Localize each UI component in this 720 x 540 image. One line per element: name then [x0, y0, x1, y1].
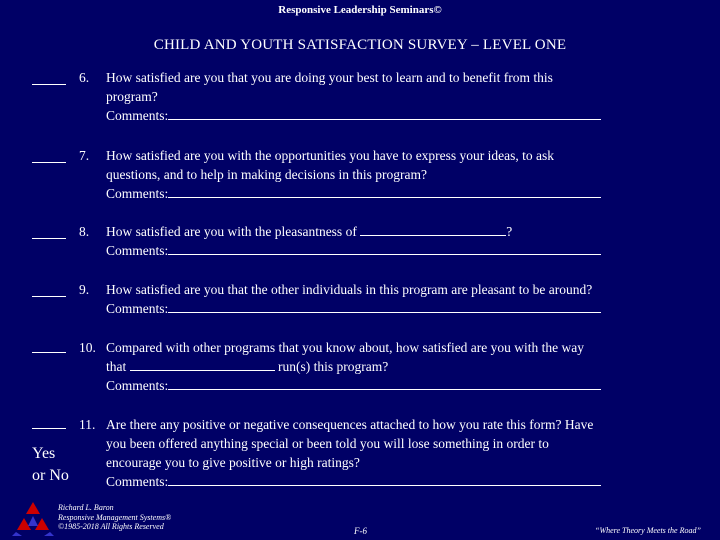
company-logo-icon [10, 500, 56, 538]
question-line: you been offered anything special or been told you will lose something in order to [106, 436, 549, 451]
question-text [106, 146, 696, 203]
question-text [106, 222, 696, 260]
comments-label: Comments: [106, 108, 169, 123]
question-text [106, 415, 696, 491]
question-number: 7. [79, 148, 90, 163]
comments-label: Comments: [106, 474, 169, 489]
comments-label: Comments: [106, 378, 169, 393]
answer-blank-11[interactable] [32, 428, 66, 429]
survey-title: CHILD AND YOUTH SATISFACTION SURVEY – LEVEL ONE [153, 37, 567, 53]
comments-label: Comments: [106, 186, 169, 201]
answer-blank-7[interactable] [32, 162, 66, 163]
page-number: F-6 [354, 526, 367, 536]
question-number: 8. [79, 224, 90, 239]
question-line: encourage you to give positive or high ratings? [106, 455, 360, 470]
question-line: questions, and to help in making decisions in this program? [106, 167, 427, 182]
footer-tagline: “Where Theory Meets the Road” [595, 526, 701, 535]
footer-author: Richard L. Baron [58, 503, 114, 512]
footer-copyright: ©1985-2018 All Rights Reserved [58, 522, 164, 531]
footer-credits [58, 503, 171, 532]
question-line: How satisfied are you that the other individuals in this program are pleasant to be around? [106, 282, 593, 297]
seminar-header: Responsive Leadership Seminars© [278, 4, 442, 16]
question-line: How satisfied are you with the pleasantness of [106, 224, 361, 239]
question-line: How satisfied are you with the opportunities you have to express your ideas, to ask [106, 148, 555, 163]
question-line: Are there any positive or negative consequences attached to how you rate this form? Have [106, 417, 594, 432]
question-text [106, 68, 696, 125]
answer-blank-8[interactable] [32, 238, 66, 239]
comments-label: Comments: [106, 301, 169, 316]
comments-line[interactable] [168, 241, 601, 255]
question-number: 10. [79, 340, 96, 355]
answer-blank-9[interactable] [32, 296, 66, 297]
comments-line[interactable] [168, 299, 601, 313]
comments-label: Comments: [106, 243, 169, 258]
question-number: 11. [79, 417, 96, 432]
question-line: Compared with other programs that you know about, how satisfied are you with the way [106, 340, 585, 355]
or-no-label: or No [32, 467, 69, 484]
question-number: 6. [79, 70, 90, 85]
yes-or-no-label [32, 443, 69, 487]
answer-blank-6[interactable] [32, 84, 66, 85]
question-line: run(s) this program? [274, 359, 389, 374]
question-line: that [106, 359, 130, 374]
comments-line[interactable] [168, 472, 601, 486]
question-line: program? [106, 89, 158, 104]
question-number: 9. [79, 282, 90, 297]
question-text [106, 338, 696, 395]
comments-line[interactable] [168, 376, 601, 390]
comments-line[interactable] [168, 106, 601, 120]
question-line: ? [506, 224, 513, 239]
fill-in-blank[interactable] [130, 357, 275, 371]
question-text [106, 280, 696, 318]
yes-label: Yes [32, 445, 56, 462]
fill-in-blank[interactable] [360, 222, 506, 236]
answer-blank-10[interactable] [32, 352, 66, 353]
question-line: How satisfied are you that you are doing your best to learn and to benefit from this [106, 70, 553, 85]
comments-line[interactable] [168, 184, 601, 198]
footer-company: Responsive Management Systems® [58, 512, 172, 522]
